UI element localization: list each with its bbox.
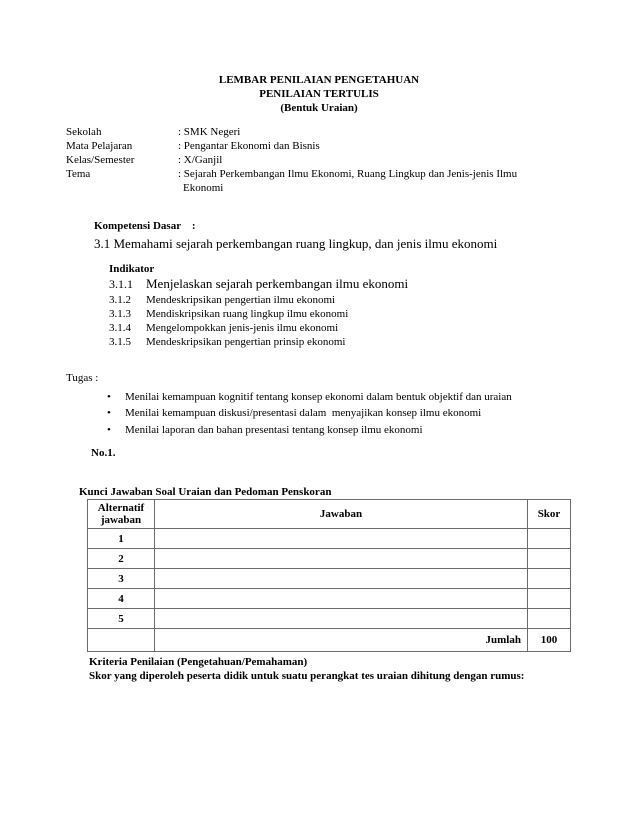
- kriteria-heading: Kriteria Penilaian (Pengetahuan/Pemahaman): [89, 656, 308, 668]
- row-number: 1: [88, 529, 155, 549]
- indikator-number: 3.1.1: [109, 277, 133, 291]
- indikator-number: 3.1.4: [109, 322, 131, 334]
- identity-label: Kelas/Semester: [66, 154, 135, 166]
- indikator-text: Mendiskripsikan ruang lingkup ilmu ekonomi: [146, 308, 349, 320]
- indikator-heading: Indikator: [109, 263, 155, 275]
- skor-cell[interactable]: [528, 569, 571, 589]
- bullet-icon: •: [107, 407, 111, 419]
- question-number: No.1.: [91, 447, 116, 459]
- header-alternatif-line1: Alternatif: [97, 502, 145, 514]
- jawaban-cell[interactable]: [155, 549, 528, 569]
- skor-cell[interactable]: [528, 549, 571, 569]
- table-row: [88, 589, 571, 609]
- skor-cell[interactable]: [528, 609, 571, 629]
- identity-value: : X/Ganjil: [178, 154, 223, 166]
- kompetensi-item: 3.1 Memahami sejarah perkembangan ruang lingkup, dan jenis ilmu ekonomi: [94, 236, 498, 251]
- document-form-type: (Bentuk Uraian): [280, 102, 358, 114]
- row-number: 5: [88, 609, 155, 629]
- document-title: LEMBAR PENILAIAN PENGETAHUAN: [218, 74, 420, 86]
- indikator-number: 3.1.2: [109, 294, 131, 306]
- identity-value: : Sejarah Perkembangan Ilmu Ekonomi, Ruang Lingkup dan Jenis-jenis Ilmu: [178, 168, 518, 180]
- jawaban-cell[interactable]: [155, 569, 528, 589]
- row-number: 4: [88, 589, 155, 609]
- total-value: 100: [528, 629, 571, 652]
- tugas-item: Menilai laporan dan bahan presentasi tentang konsep ilmu ekonomi: [125, 424, 423, 436]
- bullet-icon: •: [107, 424, 111, 436]
- skor-cell[interactable]: [528, 529, 571, 549]
- skor-cell[interactable]: [528, 589, 571, 609]
- identity-value: : Pengantar Ekonomi dan Bisnis: [178, 140, 320, 152]
- header-alternatif: [88, 500, 155, 529]
- tugas-heading: Tugas :: [66, 372, 99, 384]
- jawaban-cell[interactable]: [155, 609, 528, 629]
- table-row: [88, 549, 571, 569]
- table-row: [88, 529, 571, 549]
- jawaban-cell[interactable]: [155, 589, 528, 609]
- identity-value-continuation: Ekonomi: [183, 182, 224, 194]
- kunci-heading: Kunci Jawaban Soal Uraian dan Pedoman Penskoran: [79, 486, 332, 498]
- identity-label: Sekolah: [66, 126, 102, 138]
- tugas-item: Menilai kemampuan kognitif tentang konsep ekonomi dalam bentuk objektif dan uraian: [125, 391, 512, 403]
- answer-key-table: [87, 499, 571, 652]
- indikator-text: Menjelaskan sejarah perkembangan ilmu ekonomi: [146, 276, 409, 291]
- jawaban-cell[interactable]: [155, 529, 528, 549]
- row-number: 3: [88, 569, 155, 589]
- bullet-icon: •: [107, 391, 111, 403]
- document-subtitle: PENILAIAN TERTULIS: [259, 88, 379, 100]
- table-row: [88, 569, 571, 589]
- indikator-number: 3.1.3: [109, 308, 131, 320]
- indikator-number: 3.1.5: [109, 336, 131, 348]
- table-header-row: [88, 500, 571, 529]
- table-row: [88, 609, 571, 629]
- header-jawaban: Jawaban: [155, 500, 528, 529]
- identity-value: : SMK Negeri: [178, 126, 241, 138]
- total-empty-cell: [88, 629, 155, 652]
- identity-label: Mata Pelajaran: [66, 140, 133, 152]
- indikator-text: Mengelompokkan jenis-jenis ilmu ekonomi: [146, 322, 339, 334]
- total-label: Jumlah: [155, 629, 528, 652]
- kriteria-description: Skor yang diperoleh peserta didik untuk suatu perangkat tes uraian dihitung dengan rumus:: [89, 670, 525, 682]
- header-alternatif-line2: jawaban: [100, 514, 142, 526]
- header-skor: Skor: [528, 500, 571, 529]
- row-number: 2: [88, 549, 155, 569]
- indikator-text: Mendeskripsikan pengertian prinsip ekonomi: [146, 336, 346, 348]
- table-total-row: [88, 629, 571, 652]
- identity-label: Tema: [66, 168, 91, 180]
- kompetensi-heading: Kompetensi Dasar :: [94, 220, 196, 232]
- tugas-item: Menilai kemampuan diskusi/presentasi dalam menyajikan konsep ilmu ekonomi: [125, 407, 482, 419]
- indikator-text: Mendeskripsikan pengertian ilmu ekonomi: [146, 294, 336, 306]
